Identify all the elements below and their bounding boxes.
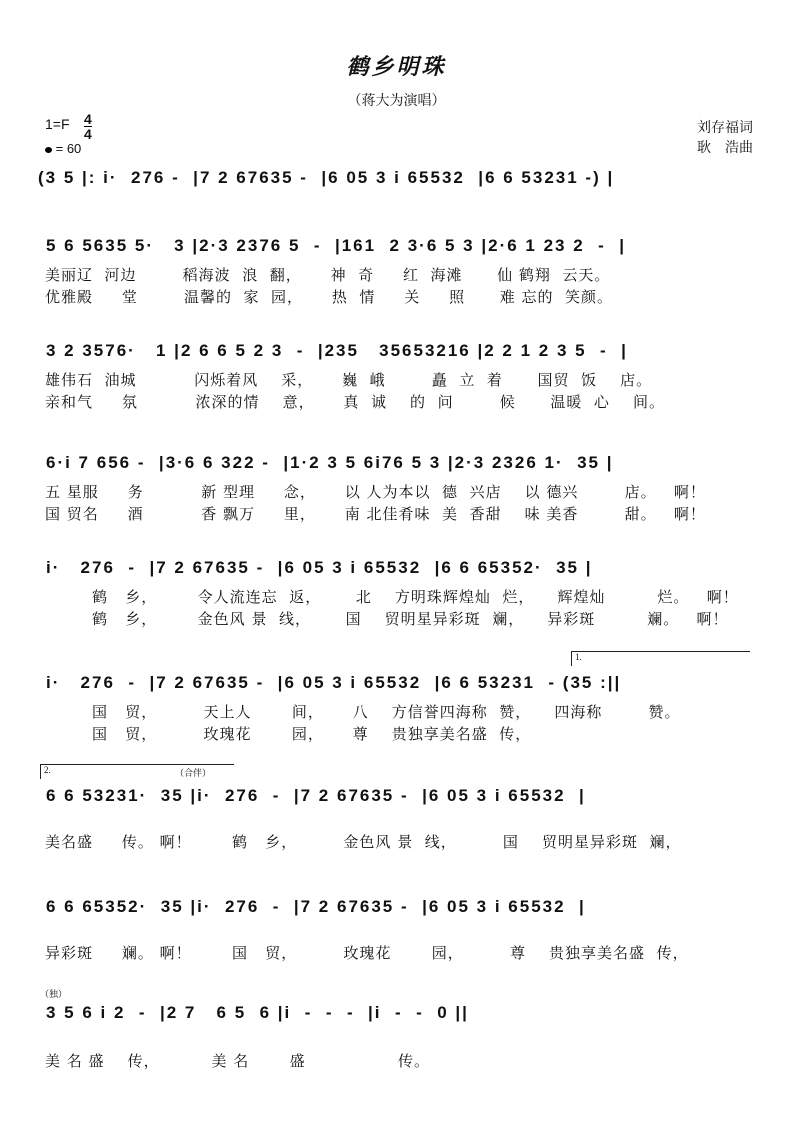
lyrics-verse-1: 国 贸， 天上人 间， 八 方信誉四海称 赞， 四海称 赞。 xyxy=(92,703,681,721)
tempo-value: = 60 xyxy=(55,141,82,156)
credits xyxy=(697,118,753,158)
notation-line: i· 276 - |7 2 67635 - |6 05 3 i 65532 |6 6 53231 - (35 :|| xyxy=(46,673,622,692)
lyrics-verse-2: 优雅殿 堂 温馨的 家 园， 热 情 关 照 难 忘的 笑颜。 xyxy=(45,288,614,306)
notation-line: 5 6 5635 5· 3 |2·3 2376 5 - |161 2 3·6 5 3 |2·6 1 23 2 - | xyxy=(46,236,626,255)
composer: 耿 浩曲 xyxy=(697,140,753,156)
performer-note: （蒋大为演唱） xyxy=(347,93,446,109)
notation-line: 3 2 3576· 1 |2 6 6 5 2 3 - |235 35653216 |2 2 1 2 3 5 - | xyxy=(46,341,628,360)
quarter-note-icon xyxy=(45,147,52,153)
notation-line: (3 5 |: i· 276 - |7 2 67635 - |6 05 3 i 65532 |6 6 53231 -) | xyxy=(38,168,615,187)
solo-annotation: （独） xyxy=(40,990,68,1000)
volta-bracket-1: 1. xyxy=(571,651,750,666)
notation-line: 6 6 65352· 35 |i· 276 - |7 2 67635 - |6 05 3 i 65532 | xyxy=(46,897,586,916)
tempo-marking xyxy=(45,141,81,156)
time-numerator: 4 xyxy=(84,111,92,127)
lyricist: 刘存福词 xyxy=(697,120,753,136)
accompaniment-annotation: （合伴） xyxy=(175,769,212,779)
lyrics-line: 异彩斑 斓。 啊！ 国 贸， 玫瑰花 园， 尊 贵独享美名盛 传， xyxy=(45,944,689,962)
notation-line: 6·i 7 656 - |3·6 6 322 - |1·2 3 5 6i76 5 3 |2·3 2326 1· 35 | xyxy=(46,453,614,472)
lyrics-verse-2: 国 贸， 玫瑰花 园， 尊 贵独享美名盛 传， xyxy=(92,725,532,743)
lyrics-verse-1: 鹤 乡， 令人流连忘 返， 北 方明珠辉煌灿 烂， 辉煌灿 烂。 啊！ xyxy=(92,588,739,606)
notation-line: 6 6 53231· 35 |i· 276 - |7 2 67635 - |6 05 3 i 65532 | xyxy=(46,786,586,805)
lyrics-verse-1: 五 星服 务 新 型理 念， 以 人为本以 德 兴店 以 德兴 店。 啊！ xyxy=(45,483,706,501)
song-title: 鹤乡明珠 xyxy=(346,55,447,80)
volta-bracket-2: 2. xyxy=(40,764,234,779)
lyrics-verse-2: 鹤 乡， 金色风 景 线， 国 贸明星异彩斑 斓， 异彩斑 斓。 啊！ xyxy=(92,610,729,628)
key-signature: 1=F xyxy=(45,116,70,132)
notation-line: i· 276 - |7 2 67635 - |6 05 3 i 65532 |6 6 65352· 35 | xyxy=(46,558,593,577)
lyrics-line: 美名盛 传。 啊！ 鹤 乡， 金色风 景 线， 国 贸明星异彩斑 斓， xyxy=(45,833,682,851)
time-signature xyxy=(84,112,92,141)
time-denominator: 4 xyxy=(84,126,92,142)
lyrics-verse-2: 亲和气 氛 浓深的情 意， 真 诚 的 问 候 温暖 心 间。 xyxy=(45,393,665,411)
notation-line: 3 5 6 i 2 - |2 7 6 5 6 |i - - - |i - - 0 || xyxy=(46,1003,469,1022)
lyrics-line: 美 名 盛 传， 美 名 盛 传。 xyxy=(45,1052,430,1070)
lyrics-verse-1: 雄伟石 油城 闪烁着风 采， 巍 峨 矗 立 着 国贸 饭 店。 xyxy=(45,371,653,389)
lyrics-verse-2: 国 贸名 酒 香 飘万 里， 南 北佳肴味 美 香甜 味 美香 甜。 啊！ xyxy=(45,505,706,523)
lyrics-verse-1: 美丽辽 河边 稻海波 浪 翻， 神 奇 红 海滩 仙 鹤翔 云天。 xyxy=(45,266,611,284)
